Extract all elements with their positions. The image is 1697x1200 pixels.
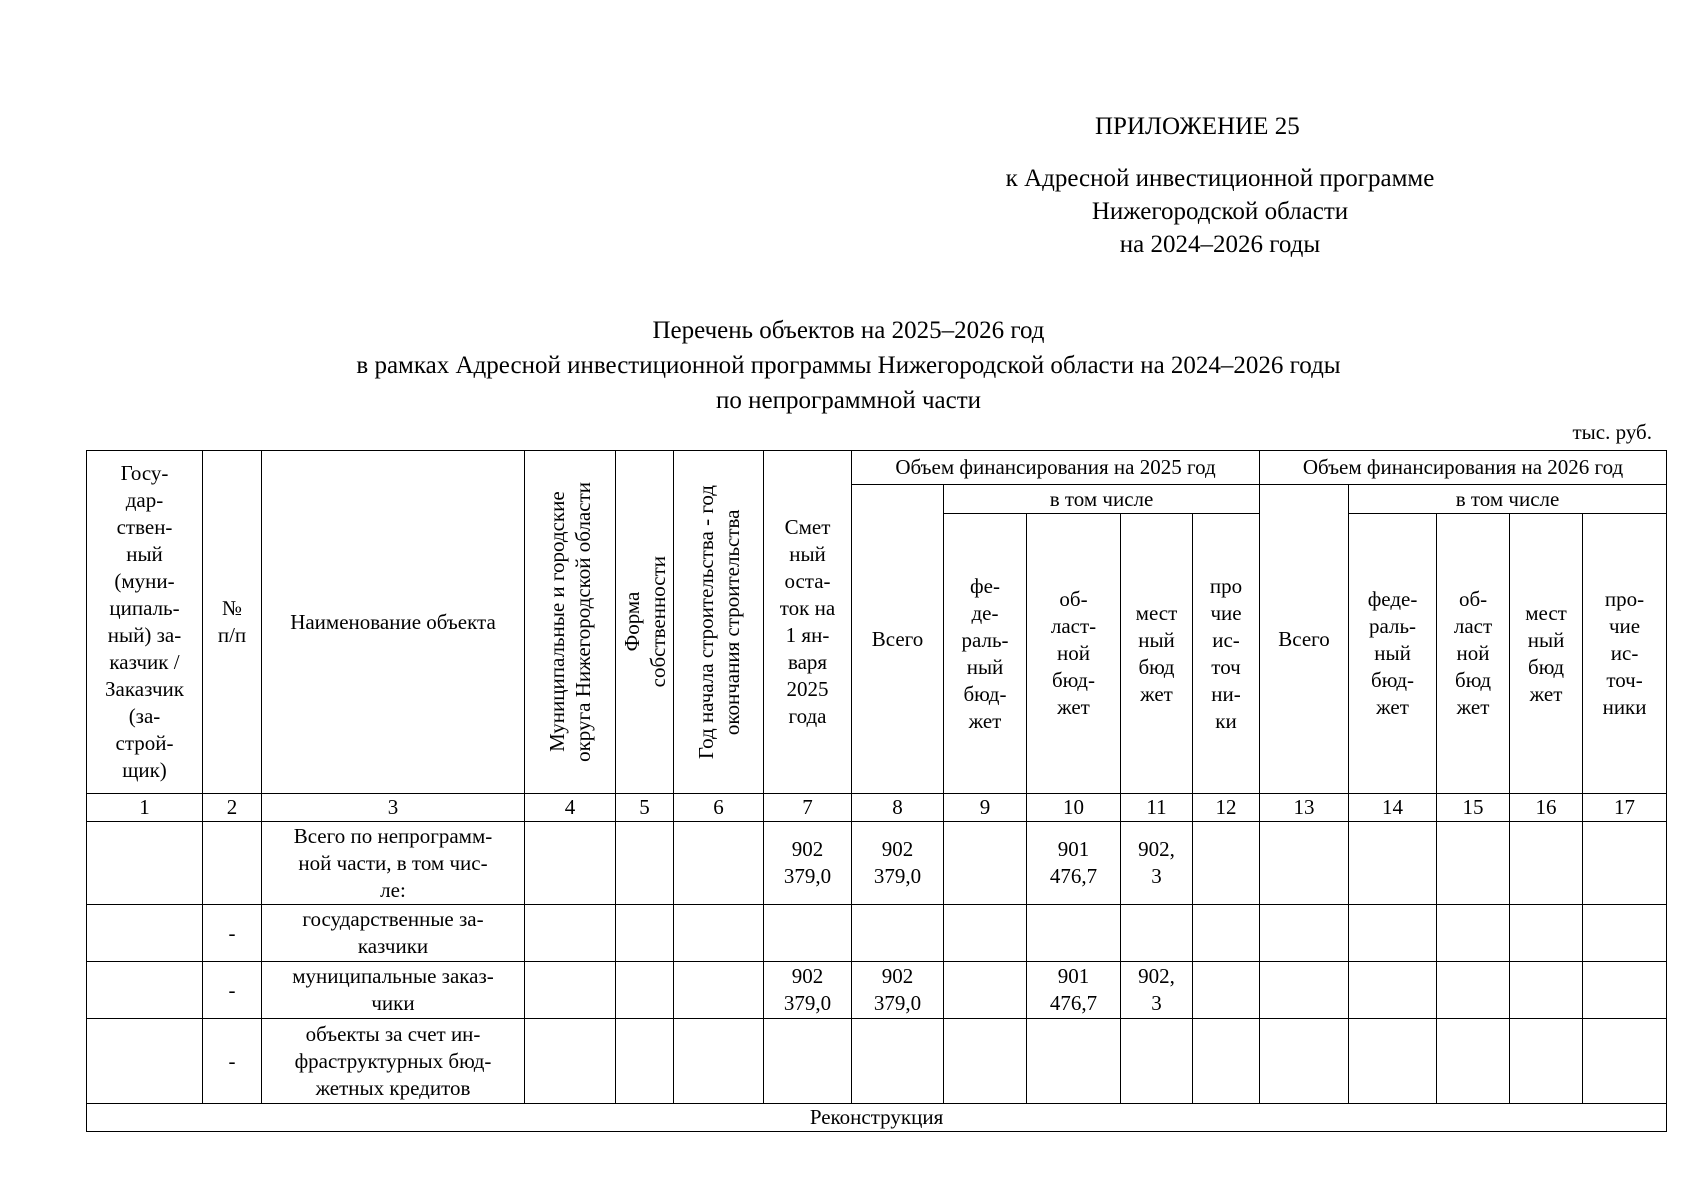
cell-ownership [616, 1019, 674, 1104]
cell-local-2025: 902, 3 [1121, 822, 1193, 905]
column-number: 9 [944, 794, 1027, 822]
column-number: 12 [1193, 794, 1260, 822]
cell-regional-2025 [1027, 905, 1121, 962]
cell-other-2026 [1583, 962, 1667, 1019]
cell-number [203, 822, 262, 905]
document-title-line: по непрограммной части [715, 387, 982, 414]
objects-table [86, 450, 1667, 1132]
table-row [87, 962, 1667, 1019]
cell-total-2026 [1260, 822, 1349, 905]
header-name: Наименование объекта [262, 451, 525, 794]
section-label: Реконструкция [87, 1104, 1667, 1132]
cell-districts [525, 905, 616, 962]
cell-federal-2026 [1349, 822, 1437, 905]
header-federal-2026: феде- раль- ный бюд- жет [1349, 514, 1437, 794]
cell-name: объекты за счет ин- фраструктурных бюд- жетных кредитов [262, 1019, 525, 1104]
cell-estimate [764, 1019, 852, 1104]
appendix-subtitle [960, 162, 1480, 261]
header-regional-2026: об- ласт ной бюд жет [1437, 514, 1510, 794]
cell-name: муниципальные заказ- чики [262, 962, 525, 1019]
document-title [0, 313, 1697, 418]
header-local-2025: мест ный бюд жет [1121, 514, 1193, 794]
header-years-text: Год начала строительства - год окончания строительства [693, 484, 744, 760]
cell-total-2026 [1260, 962, 1349, 1019]
appendix-title: ПРИЛОЖЕНИЕ 25 [1095, 113, 1300, 140]
column-number: 10 [1027, 794, 1121, 822]
header-years [674, 451, 764, 794]
column-number: 16 [1510, 794, 1583, 822]
cell-years [674, 962, 764, 1019]
column-number: 1 [87, 794, 203, 822]
cell-ownership [616, 962, 674, 1019]
cell-estimate [764, 905, 852, 962]
cell-local-2026 [1510, 1019, 1583, 1104]
header-regional-2025: об- ласт- ной бюд- жет [1027, 514, 1121, 794]
column-number: 6 [674, 794, 764, 822]
cell-customer [87, 905, 203, 962]
header-ownership [616, 451, 674, 794]
header-estimate: Смет ный оста- ток на 1 ян- варя 2025 года [764, 451, 852, 794]
cell-estimate: 902 379,0 [764, 962, 852, 1019]
cell-regional-2026 [1437, 905, 1510, 962]
cell-years [674, 1019, 764, 1104]
cell-regional-2026 [1437, 1019, 1510, 1104]
cell-local-2026 [1510, 905, 1583, 962]
column-number: 14 [1349, 794, 1437, 822]
appendix-line: к Адресной инвестиционной программе [1005, 165, 1435, 192]
cell-local-2025 [1121, 905, 1193, 962]
cell-local-2026 [1510, 822, 1583, 905]
cell-years [674, 905, 764, 962]
appendix-line: Нижегородской области [1091, 198, 1349, 225]
cell-total-2026 [1260, 905, 1349, 962]
cell-total-2026 [1260, 1019, 1349, 1104]
cell-name: государственные за- казчики [262, 905, 525, 962]
cell-regional-2025 [1027, 1019, 1121, 1104]
cell-other-2025 [1193, 962, 1260, 1019]
cell-regional-2026 [1437, 962, 1510, 1019]
column-number: 11 [1121, 794, 1193, 822]
column-number: 5 [616, 794, 674, 822]
header-districts [525, 451, 616, 794]
cell-customer [87, 822, 203, 905]
table-row [87, 905, 1667, 962]
cell-regional-2025: 901 476,7 [1027, 822, 1121, 905]
column-number: 17 [1583, 794, 1667, 822]
document-title-line: в рамках Адресной инвестиционной программы Нижегородской области на 2024–2026 годы [356, 352, 1341, 379]
header-other-2025: про чие ис- точ ни- ки [1193, 514, 1260, 794]
column-number: 15 [1437, 794, 1510, 822]
header-including-2025: в том числе [944, 485, 1260, 514]
cell-total-2025 [852, 1019, 944, 1104]
cell-local-2025: 902, 3 [1121, 962, 1193, 1019]
header-group-2026: Объем финансирования на 2026 год [1260, 451, 1667, 485]
cell-districts [525, 962, 616, 1019]
column-number-row [87, 794, 1667, 822]
cell-ownership [616, 905, 674, 962]
header-customer: Госу- дар- ствен- ный (муни- ципаль- ный) за- казчик / Заказчик (за- строй- щик) [87, 451, 203, 794]
cell-total-2025: 902 379,0 [852, 962, 944, 1019]
cell-total-2025: 902 379,0 [852, 822, 944, 905]
header-number: № п/п [203, 451, 262, 794]
cell-federal-2025 [944, 1019, 1027, 1104]
cell-customer [87, 1019, 203, 1104]
header-other-2026: про- чие ис- точ- ники [1583, 514, 1667, 794]
header-local-2026: мест ный бюд жет [1510, 514, 1583, 794]
column-number: 4 [525, 794, 616, 822]
header-districts-text: Муниципальные и городские округа Нижегородской области [545, 482, 595, 762]
header-total-2025: Всего [852, 485, 944, 794]
cell-local-2025 [1121, 1019, 1193, 1104]
table-row [87, 1019, 1667, 1104]
cell-federal-2026 [1349, 1019, 1437, 1104]
cell-name: Всего по непрограмм- ной части, в том чис- ле: [262, 822, 525, 905]
cell-other-2025 [1193, 822, 1260, 905]
cell-federal-2025 [944, 822, 1027, 905]
cell-districts [525, 822, 616, 905]
cell-federal-2025 [944, 962, 1027, 1019]
header-group-2025: Объем финансирования на 2025 год [852, 451, 1260, 485]
cell-number: - [203, 905, 262, 962]
cell-number: - [203, 1019, 262, 1104]
table-row [87, 822, 1667, 905]
cell-federal-2026 [1349, 905, 1437, 962]
cell-federal-2026 [1349, 962, 1437, 1019]
units-label: тыс. руб. [1572, 420, 1652, 444]
document-title-line: Перечень объектов на 2025–2026 год [652, 317, 1045, 344]
header-including-2026: в том числе [1349, 485, 1667, 514]
header-ownership-text: Форма собственности [619, 556, 670, 688]
column-number: 13 [1260, 794, 1349, 822]
cell-number: - [203, 962, 262, 1019]
cell-regional-2025: 901 476,7 [1027, 962, 1121, 1019]
cell-years [674, 822, 764, 905]
header-total-2026: Всего [1260, 485, 1349, 794]
cell-ownership [616, 822, 674, 905]
cell-other-2025 [1193, 905, 1260, 962]
cell-other-2025 [1193, 1019, 1260, 1104]
cell-total-2025 [852, 905, 944, 962]
cell-local-2026 [1510, 962, 1583, 1019]
cell-estimate: 902 379,0 [764, 822, 852, 905]
column-number: 7 [764, 794, 852, 822]
cell-federal-2025 [944, 905, 1027, 962]
cell-customer [87, 962, 203, 1019]
column-number: 2 [203, 794, 262, 822]
column-number: 3 [262, 794, 525, 822]
section-row [87, 1104, 1667, 1132]
cell-regional-2026 [1437, 822, 1510, 905]
cell-other-2026 [1583, 1019, 1667, 1104]
cell-other-2026 [1583, 822, 1667, 905]
header-federal-2025: фе- де- раль- ный бюд- жет [944, 514, 1027, 794]
appendix-line: на 2024–2026 годы [1119, 231, 1321, 258]
cell-other-2026 [1583, 905, 1667, 962]
cell-districts [525, 1019, 616, 1104]
column-number: 8 [852, 794, 944, 822]
